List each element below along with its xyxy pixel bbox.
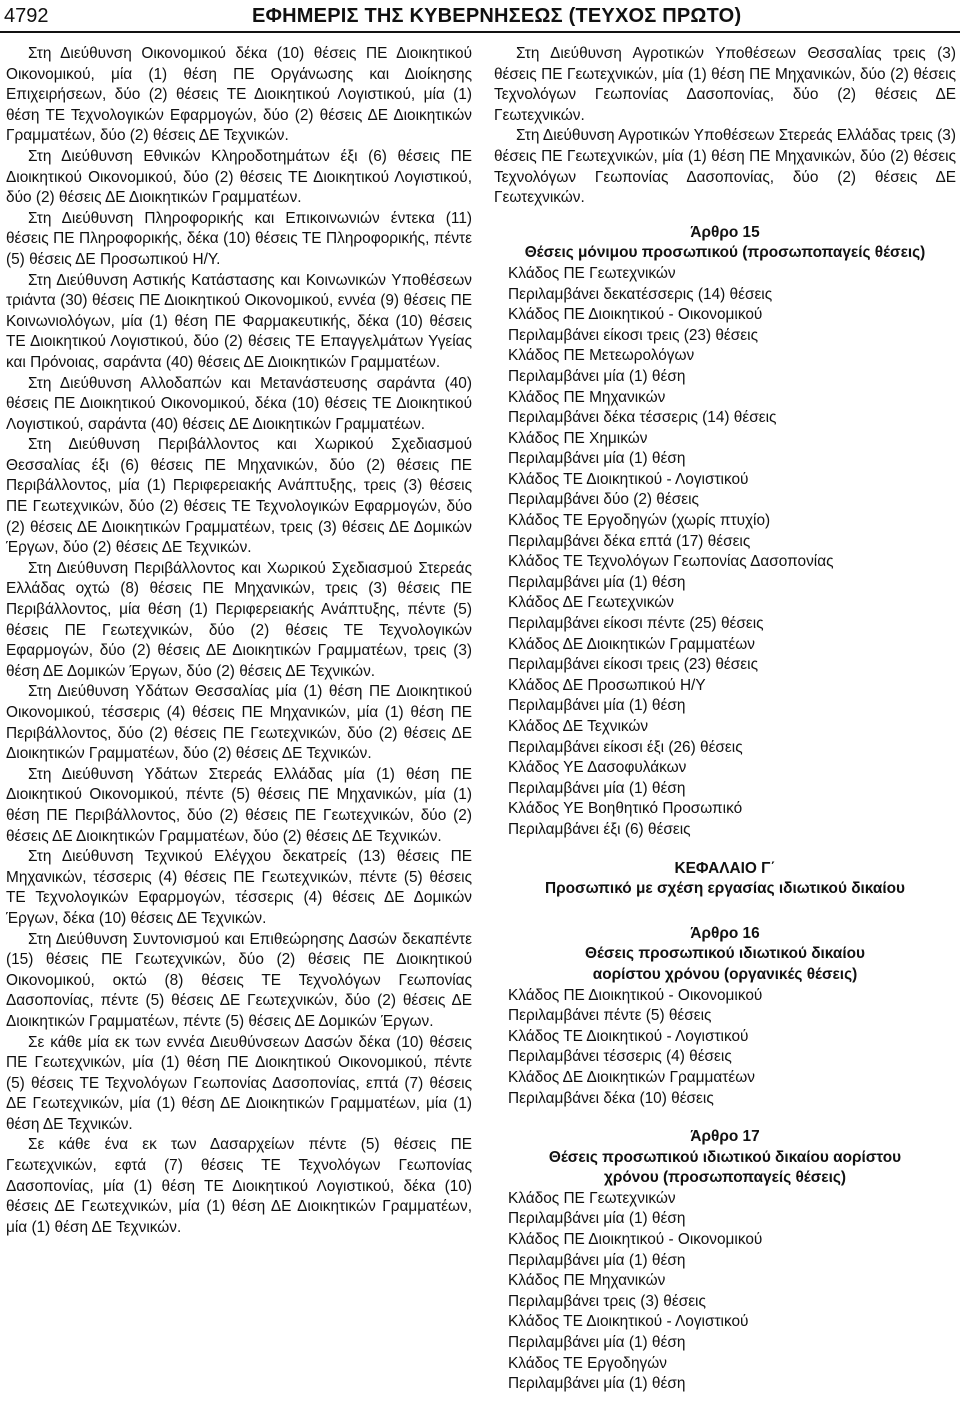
list-line: Περιλαμβάνει δέκα τέσσερις (14) θέσεις <box>508 409 777 427</box>
header-rule <box>0 31 960 33</box>
list-line: Περιλαμβάνει μία (1) θέση <box>508 1375 686 1393</box>
paragraph: Σε κάθε ένα εκ των Δασαρχείων πέντε (5) θέσεις ΠΕ Γεωτεχνικών, εφτά (7) θέσεις ΤΕ Τεχνολόγων Γεωπονίας Δασοπονίας, μία (1) θέση ΤΕ Διοικητικού Λογιστικού, δέκα (10) θέσεις ΔΕ Γεωτεχνικών, μία (1) θέση ΔΕ Διοικητικών Γραμματέων, μία (1) θέση ΔΕ Τεχνικών. <box>6 1136 472 1236</box>
list-line: Κλάδος ΔΕ Τεχνικών <box>508 718 649 735</box>
list-line: Περιλαμβάνει δύο (2) θέσεις <box>508 491 699 509</box>
list-line: Περιλαμβάνει είκοσι πέντε (25) θέσεις <box>508 615 764 633</box>
list-line: Κλάδος ΤΕ Διοικητικού - Λογιστικού <box>508 1027 749 1045</box>
list-line: Κλάδος ΔΕ Διοικητικών Γραμματέων <box>508 1068 755 1086</box>
list-line: Κλάδος ΔΕ Διοικητικών Γραμματέων <box>508 635 755 653</box>
list-line: Περιλαμβάνει δέκα επτά (17) θέσεις <box>508 532 751 550</box>
paragraph: Στη Διεύθυνση Αστικής Κατάστασης και Κοινωνικών Υποθέσεων τριάντα (30) θέσεις ΠΕ Διοικητικού Οικονομικού, εννέα (9) θέσεις ΠΕ Κοινωνιολόγων, μία (1) θέση ΠΕ Φαρμακευτικής, δέκα (10) θέσεις ΤΕ Διοικητικού Λογιστικού, δύο (2) θέσεις ΤΕ Επαγγελμάτων Υγείας και Πρόνοιας, σαράντα (40) θέσεις ΔΕ Διοικητικών Γραμματέων. <box>6 271 472 371</box>
page-header <box>0 0 960 32</box>
list-line: Περιλαμβάνει μία (1) θέση <box>508 1210 686 1228</box>
paragraph: Σε κάθε μία εκ των εννέα Διευθύνσεων Δασών δέκα (10) θέσεις ΠΕ Γεωτεχνικών, μία (1) θέση ΠΕ Διοικητικού Οικονομικού, πέντε (5) θέσεις ΤΕ Τεχνολόγων Γεωπονίας Δασοπονίας, επτά (7) θέσεις ΔΕ Γεωτεχνικών, μία (1) θέση ΔΕ Διοικητικών Γραμματέων, μία (1) θέση ΔΕ Τεχνικών. <box>6 1033 472 1133</box>
list-line: Κλάδος ΥΕ Δασοφυλάκων <box>508 759 687 777</box>
left-column <box>6 44 472 1238</box>
list-line: Κλάδος ΤΕ Τεχνολόγων Γεωπονίας Δασοπονίας <box>508 553 834 571</box>
list-line: Κλάδος ΔΕ Γεωτεχνικών <box>508 594 674 612</box>
list-line: Περιλαμβάνει έξι (6) θέσεις <box>508 820 691 838</box>
list-line: Περιλαμβάνει τρεις (3) θέσεις <box>508 1292 706 1310</box>
paragraph: Στη Διεύθυνση Αγροτικών Υποθέσεων Θεσσαλίας τρεις (3) θέσεις ΠΕ Γεωτεχνικών, μία (1) θέση ΠΕ Μηχανικών, δύο (2) θέσεις Τεχνολόγων Γεωπονίας Δασοπονίας, δύο (2) θέσεις ΔΕ Γεωτεχνικών. <box>494 45 956 124</box>
article-17-title: Άρθρο 17 <box>690 1128 760 1146</box>
list-line: Περιλαμβάνει δέκα (10) θέσεις <box>508 1089 714 1107</box>
right-column <box>494 44 956 1395</box>
list-line: Κλάδος ΥΕ Βοηθητικό Προσωπικό <box>508 800 743 818</box>
article-15-list <box>494 264 956 841</box>
list-line: Περιλαμβάνει μία (1) θέση <box>508 450 686 468</box>
list-line: Κλάδος ΤΕ Εργοδηγών <box>508 1354 667 1372</box>
list-line: Κλάδος ΔΕ Προσωπικού Η/Υ <box>508 676 706 694</box>
paragraph: Στη Διεύθυνση Πληροφορικής και Επικοινωνιών έντεκα (11) θέσεις ΠΕ Πληροφορικής, δέκα (10) θέσεις ΤΕ Πληροφορικής, πέντε (5) θέσεις ΔΕ Προσωπικού Η/Υ. <box>6 209 472 268</box>
list-line: Κλάδος ΠΕ Γεωτεχνικών <box>508 264 676 282</box>
article-16-title: Άρθρο 16 <box>690 924 760 942</box>
list-line: Κλάδος ΤΕ Διοικητικού - Λογιστικού <box>508 1313 749 1331</box>
page-number: 4792 <box>4 5 49 27</box>
paragraph: Στη Διεύθυνση Αγροτικών Υποθέσεων Στερεάς Ελλάδας τρεις (3) θέσεις ΠΕ Γεωτεχνικών, μία (1) θέση ΠΕ Μηχανικών, δύο (2) θέσεις Τεχνολόγων Γεωπονίας Δασοπονίας, δύο (2) θέσεις ΔΕ Γεωτεχνικών. <box>494 127 956 207</box>
list-line: Κλάδος ΠΕ Διοικητικού - Οικονομικού <box>508 1231 763 1249</box>
paragraph: Στη Διεύθυνση Υδάτων Θεσσαλίας μία (1) θέση ΠΕ Διοικητικού Οικονομικού, τέσσερις (4) θέσεις ΠΕ Μηχανικών, μία (1) θέση ΠΕ Περιβάλλοντος, δύο (2) θέσεις ΠΕ Γεωτεχνικών, δύο (2) θέσεις ΔΕ Διοικητικών Γραμματέων, δύο (2) θέσεις ΔΕ Τεχνικών. <box>6 683 472 763</box>
paragraph: Στη Διεύθυνση Αλλοδαπών και Μετανάστευσης σαράντα (40) θέσεις ΠΕ Διοικητικού Οικονομικού, δέκα (10) θέσεις ΤΕ Διοικητικού Λογιστικού, σαράντα (40) θέσεις ΔΕ Διοικητικών Γραμματέων. <box>6 374 472 433</box>
list-line: Περιλαμβάνει μία (1) θέση <box>508 779 686 797</box>
list-line: Περιλαμβάνει μία (1) θέση <box>508 367 686 385</box>
list-line: Κλάδος ΠΕ Χημικών <box>508 429 648 447</box>
list-line: Περιλαμβάνει μία (1) θέση <box>508 1334 686 1352</box>
paragraph: Στη Διεύθυνση Συντονισμού και Επιθεώρησης Δασών δεκαπέντε (15) θέσεις ΠΕ Γεωτεχνικών, δύο (2) θέσεις ΠΕ Διοικητικού Οικονομικού, οκτώ (8) θέσεις ΤΕ Τεχνολόγων Γεωπονίας Δασοπονίας, πέντε (5) θέσεις ΔΕ Γεωτεχνικών, δύο (2) θέσεις ΔΕ Διοικητικών Γραμματέων, πέντε (5) θέσεις ΔΕ Δομικών Έργων. <box>6 930 472 1030</box>
list-line: Περιλαμβάνει είκοσι έξι (26) θέσεις <box>508 738 743 756</box>
list-line: Περιλαμβάνει είκοσι τρεις (23) θέσεις <box>508 326 758 344</box>
article-17-subtitle-line1: Θέσεις προσωπικού ιδιωτικού δικαίου αορίστου <box>548 1148 902 1166</box>
list-line: Κλάδος ΠΕ Διοικητικού - Οικονομικού <box>508 306 763 324</box>
list-line: Κλάδος ΠΕ Μετεωρολόγων <box>508 347 695 365</box>
list-line: Περιλαμβάνει τέσσερις (4) θέσεις <box>508 1048 732 1066</box>
list-line: Περιλαμβάνει πέντε (5) θέσεις <box>508 1007 712 1025</box>
list-line: Περιλαμβάνει μία (1) θέση <box>508 573 686 591</box>
chapter-subtitle: Προσωπικό με σχέση εργασίας ιδιωτικού δικαίου <box>545 880 905 898</box>
paragraph: Στη Διεύθυνση Περιβάλλοντος και Χωρικού Σχεδιασμού Στερεάς Ελλάδας οχτώ (8) θέσεις ΠΕ Μηχανικών, τρεις (3) θέσεις ΠΕ Περιβάλλοντος, μία θέση (1) Περιφερειακής Ανάπτυξης, πέντε (5) θέσεις ΠΕ Γεωτεχνικών, δύο (2) θέσεις ΤΕ Τεχνολογικών Εφαρμογών, δύο (2) θέσεις ΔΕ Διοικητικών Γραμματέων, τρεις (3) θέση ΔΕ Δομικών Έργων, δύο (2) θέσεις ΔΕ Τεχνικών. <box>6 559 472 680</box>
list-line: Περιλαμβάνει μία (1) θέση <box>508 697 686 715</box>
paragraph: Στη Διεύθυνση Τεχνικού Ελέγχου δεκατρείς (13) θέσεις ΠΕ Μηχανικών, τέσσερις (4) θέσεις ΠΕ Γεωτεχνικών, πέντε (5) θέσεις ΤΕ Τεχνολογικών Εφαρμογών, τέσσερις (4) θέσεις ΔΕ Δομικών Έργων, δέκα (10) θέσεις ΔΕ Τεχνικών. <box>6 848 472 927</box>
article-17-subtitle-line2: χρόνου (προσωποπαγείς θέσεις) <box>604 1169 846 1187</box>
paragraph: Στη Διεύθυνση Περιβάλλοντος και Χωρικού Σχεδιασμού Θεσσαλίας έξι (6) θέσεις ΠΕ Μηχανικών, δύο (2) θέσεις ΠΕ Περιβάλλοντος, μία (1) Περιφερειακής Ανάπτυξης, τρεις (3) θέσεις ΠΕ Γεωτεχνικών, δύο (2) θέσεις ΤΕ Τεχνολογικών Εφαρμογών, δύο (2) θέσεις ΔΕ Διοικητικών Γραμματέων, τρεις (3) θέσεις ΔΕ Δομικών Έργων, δύο (2) θέσεις ΔΕ Τεχνικών. <box>6 436 472 557</box>
article-17-list <box>494 1189 956 1395</box>
article-16-subtitle-line1: Θέσεις προσωπικού ιδιωτικού δικαίου <box>585 945 865 963</box>
list-line: Περιλαμβάνει είκοσι τρεις (23) θέσεις <box>508 656 758 674</box>
list-line: Κλάδος ΠΕ Γεωτεχνικών <box>508 1189 676 1207</box>
list-line: Κλάδος ΤΕ Διοικητικού - Λογιστικού <box>508 470 749 488</box>
article-15-subtitle: Θέσεις μόνιμου προσωπικού (προσωποπαγείς θέσεις) <box>524 244 926 262</box>
list-line: Περιλαμβάνει δεκατέσσερις (14) θέσεις <box>508 285 773 303</box>
article-16-subtitle-line2: αορίστου χρόνου (οργανικές θέσεις) <box>592 965 858 983</box>
running-title: ΕΦΗΜΕΡΙΣ ΤΗΣ ΚΥΒΕΡΝΗΣΕΩΣ (ΤΕΥΧΟΣ ΠΡΩΤΟ) <box>252 5 742 27</box>
list-line: Περιλαμβάνει μία (1) θέση <box>508 1251 686 1269</box>
list-line: Κλάδος ΠΕ Μηχανικών <box>508 388 666 406</box>
paragraph: Στη Διεύθυνση Υδάτων Στερεάς Ελλάδας μία (1) θέση ΠΕ Διοικητικού Οικονομικού, πέντε (5) θέσεις ΠΕ Μηχανικών, μία (1) θέση ΠΕ Περιβάλλοντος, δύο (2) θέσεις ΠΕ Γεωτεχνικών, δύο (2) θέσεις ΔΕ Διοικητικών Γραμματέων, δύο (2) θέσεις ΔΕ Τεχνικών. <box>6 765 472 845</box>
paragraph: Στη Διεύθυνση Εθνικών Κληροδοτημάτων έξι (6) θέσεις ΠΕ Διοικητικού Οικονομικού, δύο (2) θέσεις ΤΕ Διοικητικού Λογιστικού, δύο (2) θέσεις ΔΕ Διοικητικών Γραμματέων. <box>6 147 472 207</box>
article-16-list <box>494 986 956 1110</box>
paragraph: Στη Διεύθυνση Οικονομικού δέκα (10) θέσεις ΠΕ Διοικητικού Οικονομικού, μία (1) θέση ΠΕ Οργάνωσης και Διοίκησης Επιχειρήσεων, δύο (2) θέσεις ΤΕ Διοικητικού Λογιστικού, μία (1) θέση ΤΕ Τεχνολογικών Εφαρμογών, δύο (2) θέσεις ΔΕ Διοικητικών Γραμματέων, δύο (2) θέσεις ΔΕ Τεχνικών. <box>6 45 472 145</box>
chapter-title: ΚΕΦΑΛΑΙΟ Γ΄ <box>674 859 776 877</box>
list-line: Κλάδος ΤΕ Εργοδηγών (χωρίς πτυχίο) <box>508 512 771 530</box>
list-line: Κλάδος ΠΕ Μηχανικών <box>508 1272 666 1290</box>
list-line: Κλάδος ΠΕ Διοικητικού - Οικονομικού <box>508 986 763 1004</box>
article-15-title: Άρθρο 15 <box>690 223 760 241</box>
